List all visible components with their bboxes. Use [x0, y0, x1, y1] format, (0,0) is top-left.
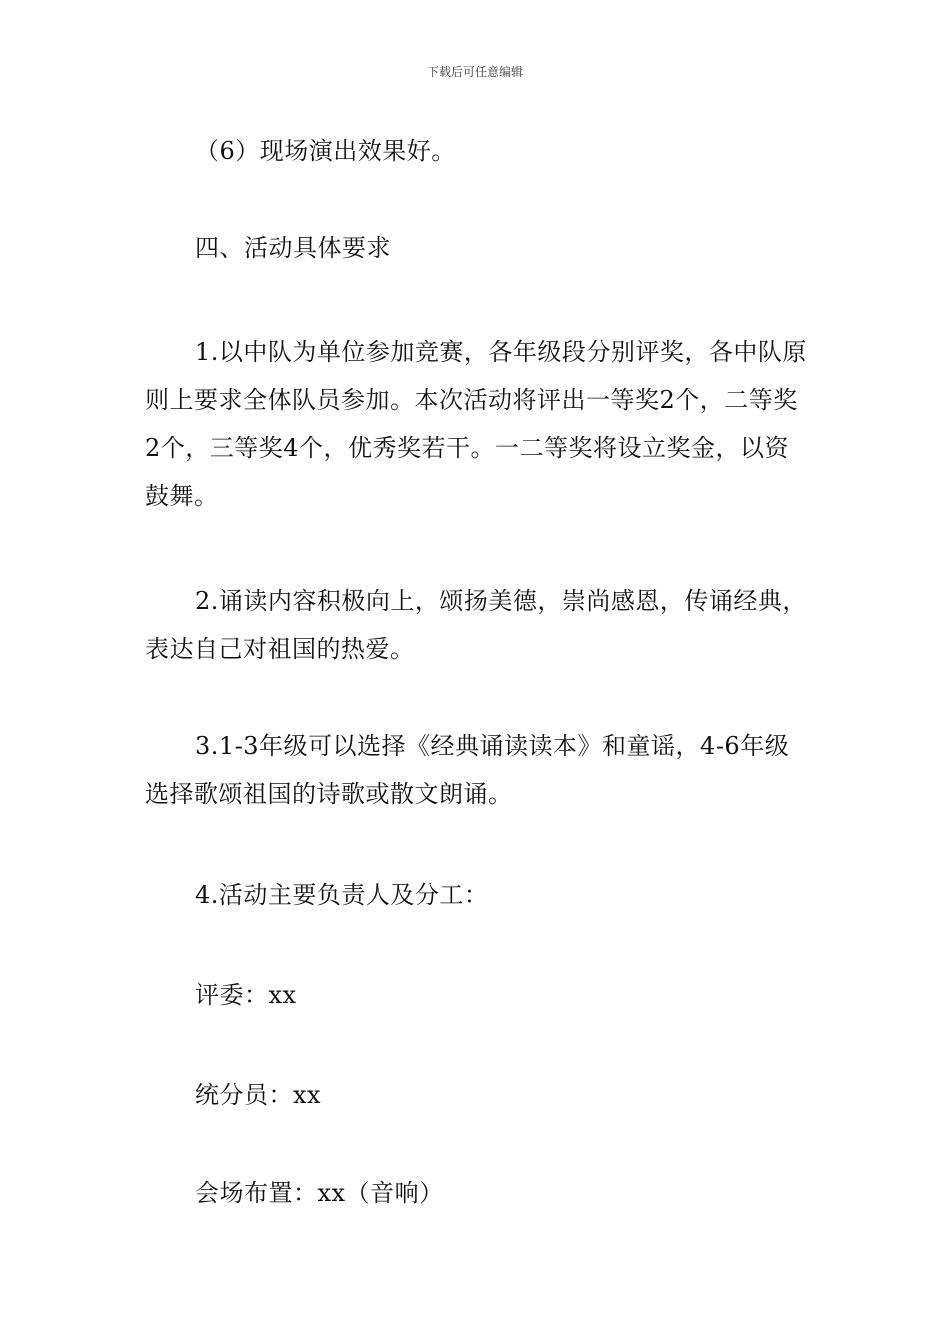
criteria-item-6: （6）现场演出效果好。: [195, 137, 456, 165]
section-heading-requirements: 四、活动具体要求: [195, 234, 391, 262]
role-scorer: 统分员：xx: [195, 1081, 322, 1109]
requirement-item-1: 1.以中队为单位参加竞赛，各年级段分别评奖，各中队原则上要求全体队员参加。本次活动将评出一等奖2个，二等奖2个，三等奖4个，优秀奖若干。一二等奖将设立奖金，以资鼓舞。: [145, 338, 807, 510]
requirement-item-3: 3.1-3年级可以选择《经典诵读读本》和童谣，4-6年级选择歌颂祖国的诗歌或散文朗诵。: [145, 732, 790, 808]
requirement-item-2: 2.诵读内容积极向上，颂扬美德，崇尚感恩，传诵经典，表达自己对祖国的热爱。: [145, 587, 807, 663]
page-header: 下载后可任意编辑: [426, 65, 523, 79]
role-judges: 评委：xx: [195, 981, 297, 1009]
role-venue-setup: 会场布置：xx（音响）: [195, 1179, 444, 1207]
requirement-item-4: 4.活动主要负责人及分工：: [195, 881, 489, 909]
